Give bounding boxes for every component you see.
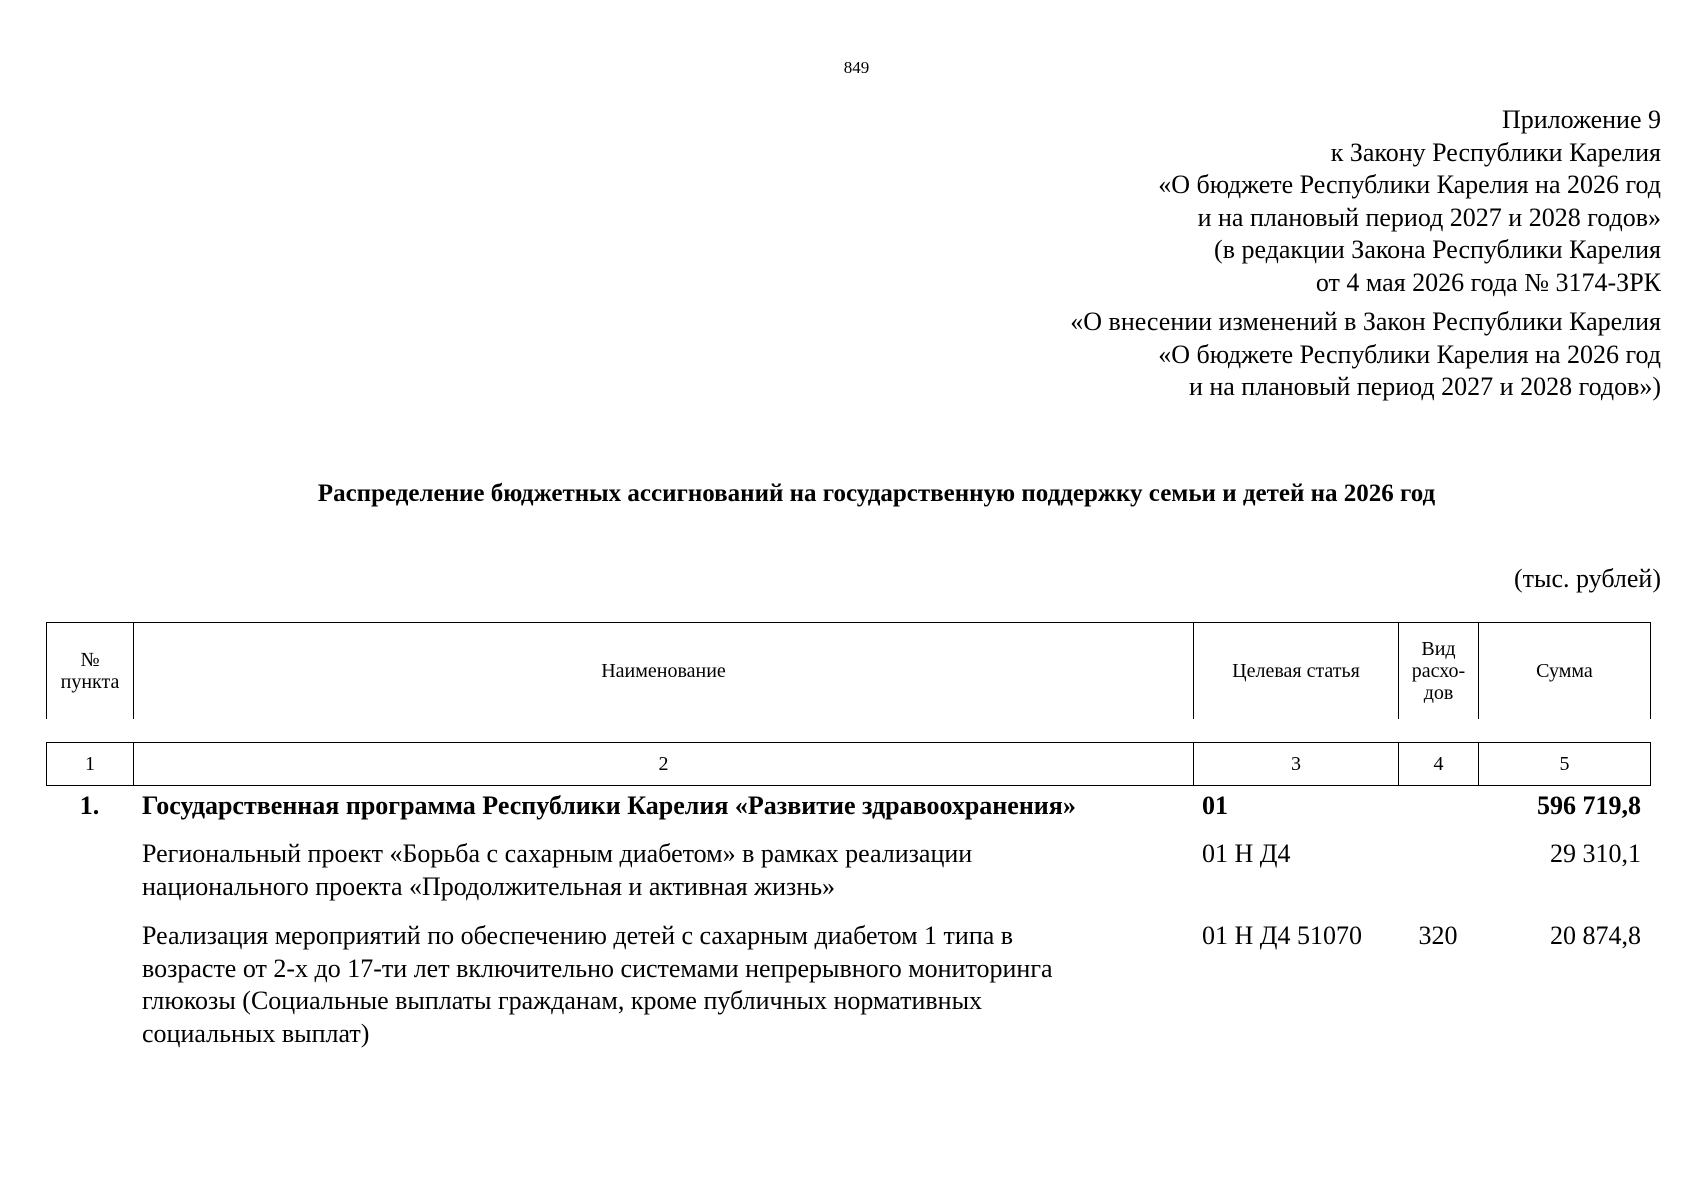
column-numbers-row xyxy=(46,742,1651,786)
row-kind: 320 xyxy=(1418,921,1458,950)
table-row xyxy=(46,920,1650,1050)
row-sum: 29 310,1 xyxy=(1550,839,1641,868)
row-sum: 596 719,8 xyxy=(1537,791,1641,820)
column-number: 2 xyxy=(134,743,1194,786)
row-target: 01 Н Д4 xyxy=(1202,839,1291,868)
appendix-line: «О бюджете Республики Карелия на 2026 год xyxy=(1158,339,1661,369)
header-sum: Сумма xyxy=(1479,623,1651,720)
appendix-header xyxy=(1070,104,1661,404)
row-name: Реализация мероприятий по обеспечению детей с сахарным диабетом 1 типа в возрасте от 2-х до 17-ти лет включительно системами непрерывного мониторинга глюкозы (Социальные выплаты гражданам, кроме публичных нормативных социальных выплат) xyxy=(142,921,1053,1048)
table-header xyxy=(46,622,1651,719)
column-number: 1 xyxy=(47,743,134,786)
header-name: Наименование xyxy=(134,623,1194,720)
row-name: Государственная программа Республики Карелия «Развитие здравоохранения» xyxy=(142,791,1076,820)
table-row xyxy=(46,838,1650,920)
column-number: 4 xyxy=(1399,743,1479,786)
header-number: № пункта xyxy=(47,623,134,720)
appendix-line: и на плановый период 2027 и 2028 годов») xyxy=(1188,372,1661,401)
row-number: 1. xyxy=(79,791,100,820)
appendix-line: «О внесении изменений в Закон Республики Карелия xyxy=(1070,307,1661,336)
table-body xyxy=(46,790,1650,1050)
units-label: (тыс. рублей) xyxy=(1513,564,1661,593)
appendix-line: (в редакции Закона Республики Карелия xyxy=(1214,235,1661,264)
appendix-line: «О бюджете Республики Карелия на 2026 год xyxy=(1158,170,1661,199)
appendix-line: и на плановый период 2027 и 2028 годов» xyxy=(1197,202,1661,232)
appendix-line: к Закону Республики Карелия xyxy=(1330,137,1661,167)
row-sum: 20 874,8 xyxy=(1550,921,1641,950)
row-name: Региональный проект «Борьба с сахарным диабетом» в рамках реализации национального проекта «Продолжительная и активная жизнь» xyxy=(142,839,973,901)
column-number: 3 xyxy=(1194,743,1399,786)
appendix-line: Приложение 9 xyxy=(1501,105,1661,134)
row-target: 01 Н Д4 51070 xyxy=(1202,921,1363,950)
header-target: Целевая статья xyxy=(1194,623,1399,720)
document-title: Распределение бюджетных ассигнований на государственную поддержку семьи и детей на 2026 год xyxy=(317,480,1436,507)
header-kind: Вид расхо- дов xyxy=(1399,623,1479,720)
row-target: 01 xyxy=(1202,791,1228,820)
page-number: 849 xyxy=(843,58,870,77)
table-row xyxy=(46,790,1650,838)
column-number: 5 xyxy=(1479,743,1651,786)
appendix-line: от 4 мая 2026 года № 3174-ЗРК xyxy=(1315,267,1661,297)
